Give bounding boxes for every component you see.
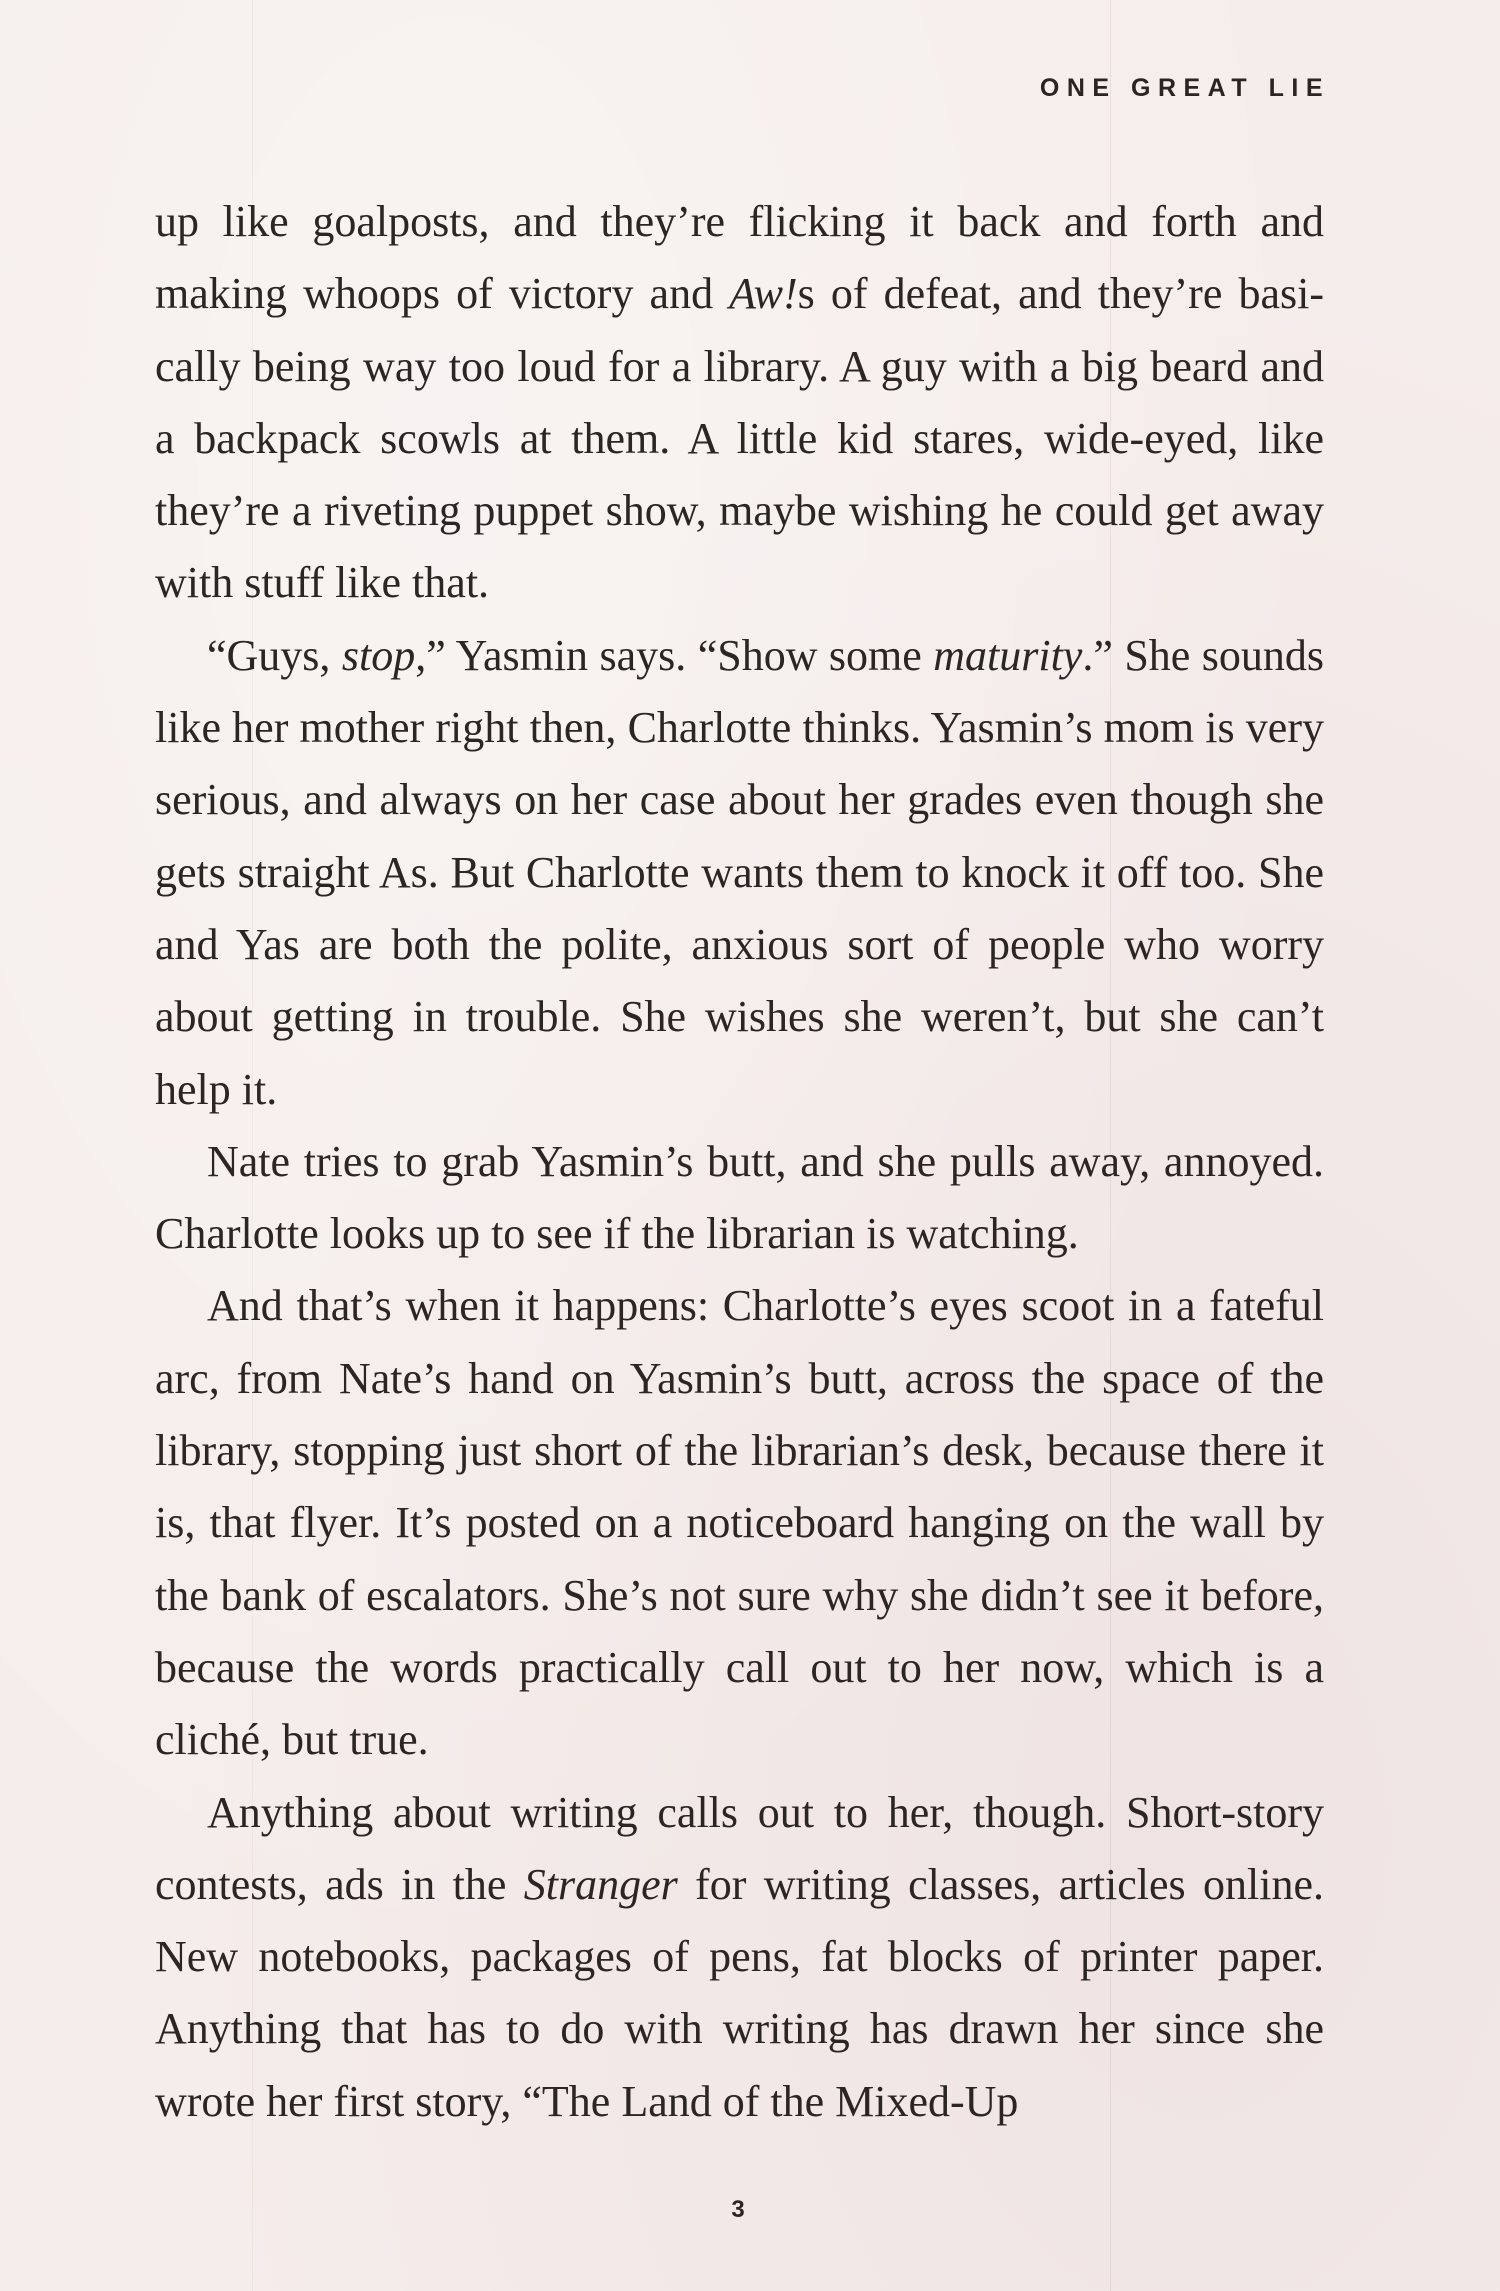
italic-text: maturity (933, 630, 1083, 680)
text-run: s of defeat, and they’re basically being way too loud for a library. A guy with a big beard and a backpack scowls at them. A little kid stares, wide-eyed, like they’re a riveting puppet show, maybe wishing he could get away with stuff like that. (155, 269, 1324, 608)
text-run: up like goalposts, and they’re flicking it back and forth and making whoops of victory and (155, 197, 1324, 319)
paragraph (155, 1777, 1324, 2138)
text-run: Anything about writing calls out to her, though. Short-story contests, ads in the (155, 1787, 1324, 1909)
italic-text: Aw! (729, 269, 798, 319)
paragraph (155, 1270, 1324, 1776)
running-head: ONE GREAT LIE (1039, 74, 1330, 102)
text-run: .” She sounds like her mother right then, Charlotte thinks. Yasmin’s mom is very serious, and always on her case about her grades even though she gets straight As. But Charlotte wants them to knock it off too. She and Yas are both the polite, anxious sort of people who worry about getting in trouble. She wishes she weren’t, but she can’t help it. (155, 630, 1324, 1114)
text-run: Nate tries to grab Yasmin’s butt, and she pulls away, annoyed. Charlotte looks up to see if the librarian is watching. (155, 1136, 1324, 1259)
italic-text: Stranger (523, 1859, 678, 1909)
text-run: for writing classes, articles online. New notebooks, packages of pens, fat blocks of printer paper. Anything that has to do with writing has drawn her since she wrote her first story, “The Land of the Mixed-Up (155, 1859, 1324, 2126)
body-text (155, 186, 1324, 2138)
paragraph (155, 186, 1324, 620)
italic-text: stop (341, 630, 416, 680)
paragraph (155, 1126, 1324, 1271)
text-run: “Guys, (207, 630, 342, 680)
text-run: And that’s when it happens: Charlotte’s eyes scoot in a fateful arc, from Nate’s hand on Yasmin’s butt, across the space of the library, stopping just short of the librarian’s desk, because there it is, that flyer. It’s posted on a noticeboard hanging on the wall by the bank of escalators. She’s not sure why she didn’t see it before, because the words practically call out to her now, which is a cliché, but true. (155, 1281, 1324, 1765)
page-number: 3 (731, 2196, 745, 2223)
text-run: ,” Yasmin says. “Show some (415, 630, 934, 680)
paragraph (155, 620, 1324, 1126)
